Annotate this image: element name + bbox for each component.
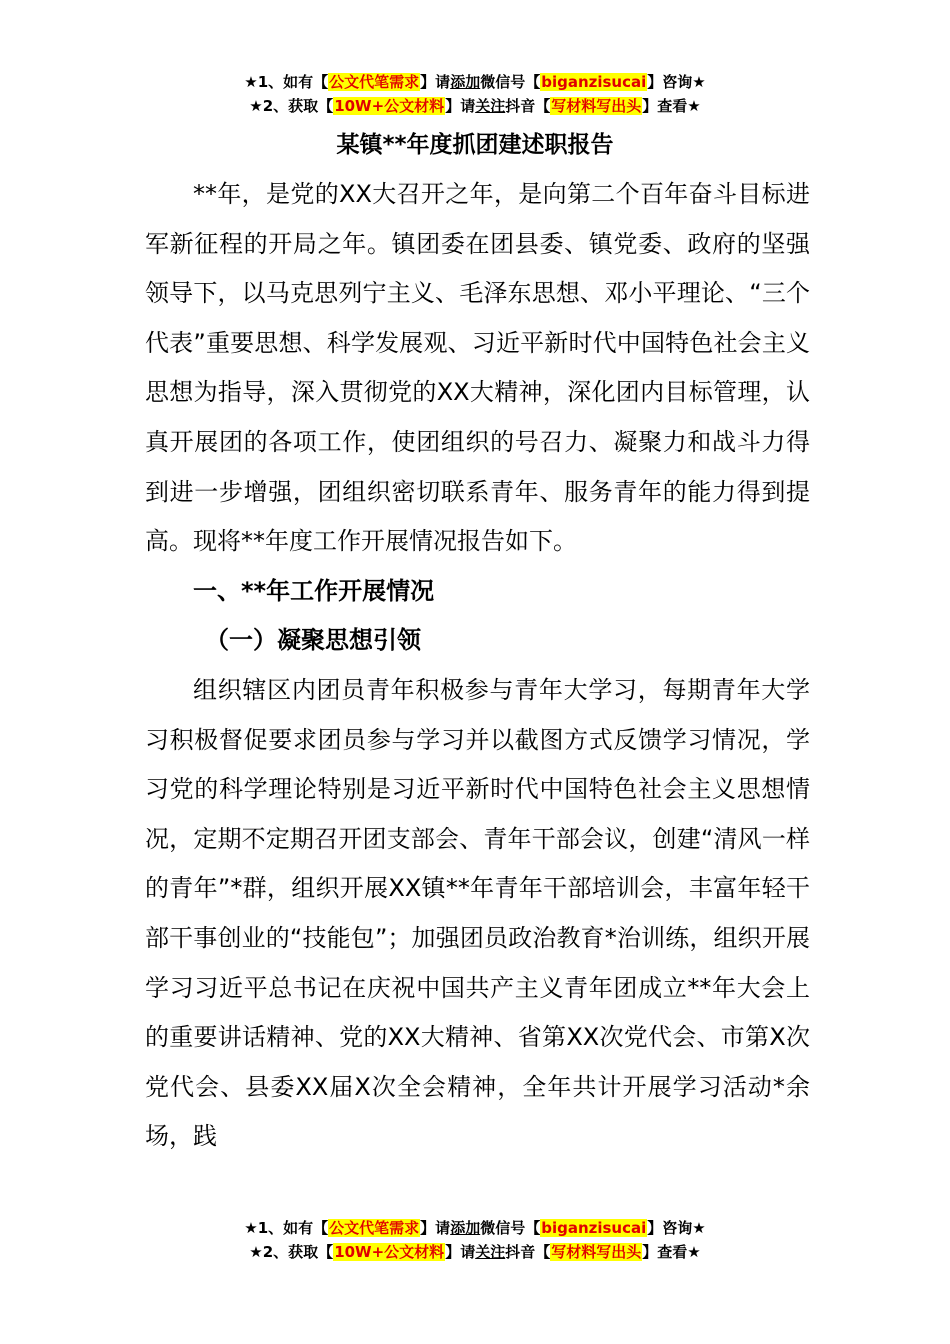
- promo-banner-bottom: [0, 1216, 950, 1264]
- promo-text: ★1、如有【: [244, 73, 329, 91]
- promo-highlight: 10W+公文材料: [334, 97, 445, 115]
- promo-text: 微信号【: [480, 73, 541, 91]
- promo-text: ★1、如有【: [244, 1219, 329, 1237]
- promo-highlight: 写材料写出头: [551, 1243, 642, 1261]
- body-paragraph: 组织辖区内团员青年积极参与青年大学习，每期青年大学习积极督促要求团员参与学习并以截图方式反馈学习情况，学习党的科学理论特别是习近平新时代中国特色社会主义思想情况，定期不定期召开团支部会、青年干部会议，创建“清风一样的青年”*群，组织开展XX镇**年青年干部培训会，丰富年轻干部干事创业的“技能包”；加强团员政治教育*治训练，组织开展学习习近平总书记在庆祝中国共产主义青年团成立**年大会上的重要讲话精神、党的XX大精神、省第XX次党代会、市第X次党代会、县委XX届X次全会精神，全年共计开展学习活动*余场，践: [145, 675, 810, 1151]
- promo-text: 微信号【: [480, 1219, 541, 1237]
- promo-underline: 关注: [475, 97, 506, 115]
- promo-text: 】请: [420, 1219, 451, 1237]
- promo-text: ★2、获取【: [249, 1243, 334, 1261]
- document-title: 某镇**年度抓团建述职报告: [336, 132, 614, 158]
- promo-highlight: 公文代笔需求: [329, 73, 420, 91]
- promo-underline: 添加: [450, 73, 481, 91]
- promo-underline: 关注: [475, 1243, 506, 1261]
- promo-banner-top: [0, 70, 950, 118]
- promo-text: ★2、获取【: [249, 97, 334, 115]
- promo-highlight: 公文代笔需求: [329, 1219, 420, 1237]
- intro-paragraph: **年，是党的XX大召开之年，是向第二个百年奋斗目标进军新征程的开局之年。镇团委在团县委、镇党委、政府的坚强领导下，以马克思列宁主义、毛泽东思想、邓小平理论、“三个代表”重要思想、科学发展观、习近平新时代中国特色社会主义思想为指导，深入贯彻党的XX大精神，深化团内目标管理，认真开展团的各项工作，使团组织的号召力、凝聚力和战斗力得到进一步增强，团组织密切联系青年、服务青年的能力得到提高。现将**年度工作开展情况报告如下。: [145, 180, 810, 556]
- promo-highlight: 写材料写出头: [551, 97, 642, 115]
- promo-line-2: [0, 1240, 950, 1264]
- promo-text: 抖音【: [505, 97, 551, 115]
- promo-highlight: biganzisucai: [541, 1219, 647, 1237]
- promo-text: 】请: [420, 73, 451, 91]
- promo-text: 】请: [445, 97, 476, 115]
- promo-line-1: [0, 70, 950, 94]
- document-body: [145, 170, 810, 1162]
- promo-text: 】查看★: [642, 97, 701, 115]
- promo-text: 抖音【: [505, 1243, 551, 1261]
- promo-highlight: biganzisucai: [541, 73, 647, 91]
- promo-line-1: [0, 1216, 950, 1240]
- promo-highlight: 10W+公文材料: [334, 1243, 445, 1261]
- promo-underline: 添加: [450, 1219, 481, 1237]
- subsection-heading: （一）凝聚思想引领: [205, 626, 421, 655]
- promo-line-2: [0, 94, 950, 118]
- promo-text: 】咨询★: [647, 73, 706, 91]
- promo-text: 】请: [445, 1243, 476, 1261]
- section-heading: 一、**年工作开展情况: [193, 576, 435, 605]
- promo-text: 】咨询★: [647, 1219, 706, 1237]
- promo-text: 】查看★: [642, 1243, 701, 1261]
